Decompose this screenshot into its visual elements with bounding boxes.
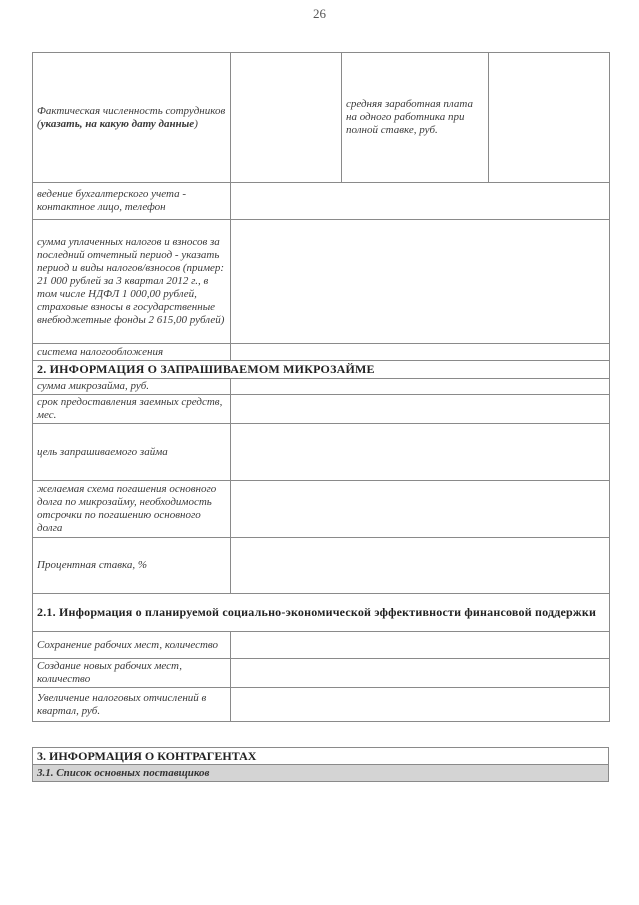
loan-amount-row <box>33 379 610 395</box>
interest-rate-row <box>33 538 610 594</box>
section-31-header-row <box>33 765 609 782</box>
section-2-header-row <box>33 361 610 379</box>
interest-rate-value-cell[interactable] <box>231 538 610 594</box>
jobs-kept-value-cell[interactable] <box>231 632 610 659</box>
headcount-label <box>33 53 231 183</box>
repayment-scheme-label: желаемая схема погашения основного долга по микрозайму, необходимость отсрочки по погашению основного долга <box>33 481 231 538</box>
jobs-created-row <box>33 659 610 688</box>
section-21-title: 2.1. Информация о планируемой социально-экономической эффективности финансовой поддержки <box>33 594 610 632</box>
counterparties-table <box>32 747 609 782</box>
taxes-row <box>33 220 610 344</box>
jobs-kept-row <box>33 632 610 659</box>
avg-salary-label: средняя заработная плата на одного работника при полной ставке, руб. <box>342 53 489 183</box>
loan-purpose-row <box>33 424 610 481</box>
repayment-scheme-value-cell[interactable] <box>231 481 610 538</box>
tax-system-row <box>33 344 610 361</box>
headcount-label-hint: указать, на какую дату данные <box>40 117 195 130</box>
accounting-label: ведение бухгалтерского учета - контактное лицо, телефон <box>33 183 231 220</box>
jobs-created-value-cell[interactable] <box>231 659 610 688</box>
loan-amount-label: сумма микрозайма, руб. <box>33 379 231 395</box>
accounting-row <box>33 183 610 220</box>
loan-purpose-label: цель запрашиваемого займа <box>33 424 231 481</box>
section-31-title: 3.1. Список основных поставщиков <box>33 765 609 782</box>
accounting-value-cell[interactable] <box>231 183 610 220</box>
section-21-header-row <box>33 594 610 632</box>
jobs-kept-label: Сохранение рабочих мест, количество <box>33 632 231 659</box>
avg-salary-value-cell[interactable] <box>489 53 610 183</box>
tax-increase-value-cell[interactable] <box>231 688 610 722</box>
section-2-title: 2. ИНФОРМАЦИЯ О ЗАПРАШИВАЕМОМ МИКРОЗАЙМЕ <box>33 361 610 379</box>
headcount-row <box>33 53 610 183</box>
tax-increase-label: Увеличение налоговых отчислений в квартал, руб. <box>33 688 231 722</box>
headcount-label-main: Фактическая численность сотрудников ( <box>37 104 226 130</box>
headcount-value-cell[interactable] <box>231 53 342 183</box>
headcount-label-end: ) <box>194 117 198 130</box>
repayment-scheme-row <box>33 481 610 538</box>
jobs-created-label: Создание новых рабочих мест, количество <box>33 659 231 688</box>
loan-term-label: срок предоставления заемных средств, мес. <box>33 395 231 424</box>
taxes-label: сумма уплаченных налогов и взносов за последний отчетный период - указать период и виды налогов/взносов (пример: 21 000 рублей за 3 квартал 2012 г., в том числе НДФЛ 1 000,00 рублей, страховые взносы в государственные внебюджетные фонды 2 615,00 рублей) <box>33 220 231 344</box>
tax-increase-row <box>33 688 610 722</box>
section-3-title: 3. ИНФОРМАЦИЯ О КОНТРАГЕНТАХ <box>33 748 609 765</box>
application-form-table <box>32 52 610 722</box>
taxes-value-cell[interactable] <box>231 220 610 344</box>
loan-purpose-value-cell[interactable] <box>231 424 610 481</box>
interest-rate-label: Процентная ставка, % <box>33 538 231 594</box>
tax-system-value-cell[interactable] <box>231 344 610 361</box>
loan-term-value-cell[interactable] <box>231 395 610 424</box>
loan-term-row <box>33 395 610 424</box>
tax-system-label: система налогообложения <box>33 344 231 361</box>
section-3-header-row <box>33 748 609 765</box>
loan-amount-value-cell[interactable] <box>231 379 610 395</box>
page-number: 26 <box>313 6 326 21</box>
